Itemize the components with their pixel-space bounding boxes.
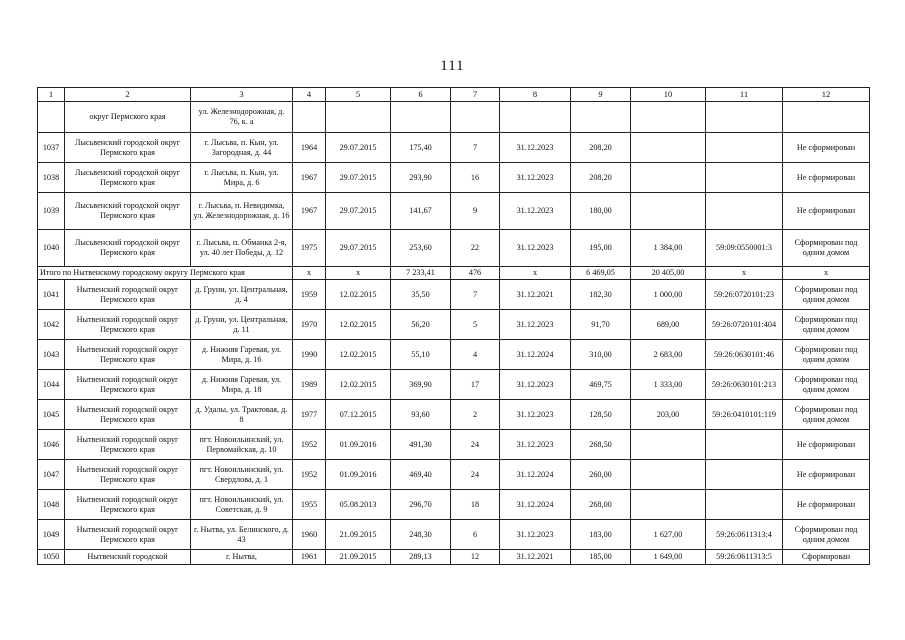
page-number: 111 bbox=[440, 58, 465, 74]
year-cell: 1967 bbox=[293, 163, 326, 193]
status-cell: Не сформирован bbox=[783, 460, 870, 490]
row-number-cell: 1038 bbox=[38, 163, 65, 193]
land-area-cell: 185,00 bbox=[571, 550, 631, 565]
deadline-cell: 31.12.2024 bbox=[500, 490, 571, 520]
area-cell: 469,40 bbox=[391, 460, 451, 490]
column-number: 5 bbox=[326, 88, 391, 102]
cadastral-number-cell: 59:26:0410101:119 bbox=[706, 400, 783, 430]
year-cell: 1964 bbox=[293, 133, 326, 163]
row-number-cell: 1044 bbox=[38, 370, 65, 400]
total-deadline-cell: x bbox=[500, 267, 571, 280]
area-cell: 55,10 bbox=[391, 340, 451, 370]
residents-cell: 24 bbox=[451, 430, 500, 460]
cadastral-number-cell bbox=[706, 430, 783, 460]
status-cell: Сформирован под одним домом bbox=[783, 370, 870, 400]
municipality-cell: Нытвенский городской округ Пермского края bbox=[65, 400, 191, 430]
residents-cell: 12 bbox=[451, 550, 500, 565]
status-cell: Сформирован под одним домом bbox=[783, 400, 870, 430]
residents-cell: 17 bbox=[451, 370, 500, 400]
year-cell: 1960 bbox=[293, 520, 326, 550]
total-cadastral-area-cell: 20 405,00 bbox=[631, 267, 706, 280]
land-area-cell: 268,50 bbox=[571, 430, 631, 460]
year-cell: 1990 bbox=[293, 340, 326, 370]
land-area-cell: 91,70 bbox=[571, 310, 631, 340]
deadline-cell: 31.12.2023 bbox=[500, 430, 571, 460]
cadastral-area-cell: 1 333,00 bbox=[631, 370, 706, 400]
cadastral-number-cell bbox=[706, 193, 783, 230]
cadastral-number-cell: 59:26:0630101:213 bbox=[706, 370, 783, 400]
deadline-cell: 31.12.2023 bbox=[500, 193, 571, 230]
land-area-cell: 183,00 bbox=[571, 520, 631, 550]
total-row bbox=[38, 267, 870, 280]
status-cell: Не сформирован bbox=[783, 490, 870, 520]
status-cell: Сформирован под одним домом bbox=[783, 280, 870, 310]
deadline-cell: 31.12.2023 bbox=[500, 370, 571, 400]
status-cell: Сформирован под одним домом bbox=[783, 340, 870, 370]
land-area-cell: 469,75 bbox=[571, 370, 631, 400]
cadastral-number-cell bbox=[706, 490, 783, 520]
column-number: 6 bbox=[391, 88, 451, 102]
column-number: 1 bbox=[38, 88, 65, 102]
municipality-cell: Лысьвенский городской округ Пермского края bbox=[65, 133, 191, 163]
year-cell: 1952 bbox=[293, 460, 326, 490]
row-number-cell: 1043 bbox=[38, 340, 65, 370]
land-area-cell: 268,00 bbox=[571, 490, 631, 520]
date-cell: 29.07.2015 bbox=[326, 163, 391, 193]
row-number-cell: 1050 bbox=[38, 550, 65, 565]
column-number: 9 bbox=[571, 88, 631, 102]
row-number-cell: 1049 bbox=[38, 520, 65, 550]
column-number: 2 bbox=[65, 88, 191, 102]
cadastral-area-cell: 1 000,00 bbox=[631, 280, 706, 310]
area-cell: 296,70 bbox=[391, 490, 451, 520]
residents-cell: 6 bbox=[451, 520, 500, 550]
address-cell: пгт. Новоильинский, ул. Первомайская, д. 10 bbox=[191, 430, 293, 460]
residents-cell: 7 bbox=[451, 280, 500, 310]
table-row bbox=[38, 400, 870, 430]
cadastral-number-cell bbox=[706, 163, 783, 193]
status-cell: Не сформирован bbox=[783, 193, 870, 230]
table-row bbox=[38, 280, 870, 310]
year-cell: 1959 bbox=[293, 280, 326, 310]
area-cell: 93,60 bbox=[391, 400, 451, 430]
status-cell: Не сформирован bbox=[783, 430, 870, 460]
deadline-cell: 31.12.2023 bbox=[500, 230, 571, 267]
table-row bbox=[38, 163, 870, 193]
land-area-cell: 208,20 bbox=[571, 163, 631, 193]
cadastral-area-cell: 2 683,00 bbox=[631, 340, 706, 370]
registry-table bbox=[37, 87, 870, 565]
municipality-cell: Лысьвенский городской округ Пермского края bbox=[65, 163, 191, 193]
date-cell: 12.02.2015 bbox=[326, 370, 391, 400]
cadastral-area-cell: 689,00 bbox=[631, 310, 706, 340]
cadastral-area-cell bbox=[631, 430, 706, 460]
row-number-cell: 1037 bbox=[38, 133, 65, 163]
area-cell: 293,90 bbox=[391, 163, 451, 193]
residents-cell: 2 bbox=[451, 400, 500, 430]
row-number-cell: 1039 bbox=[38, 193, 65, 230]
column-number: 4 bbox=[293, 88, 326, 102]
residents-cell: 18 bbox=[451, 490, 500, 520]
area-cell: 175,40 bbox=[391, 133, 451, 163]
table-row bbox=[38, 520, 870, 550]
date-cell: 21.09.2015 bbox=[326, 520, 391, 550]
year-cell: 1975 bbox=[293, 230, 326, 267]
deadline-cell: 31.12.2023 bbox=[500, 133, 571, 163]
municipality-cell: Лысьвенский городской округ Пермского края bbox=[65, 193, 191, 230]
status-cell: Сформирован bbox=[783, 550, 870, 565]
municipality-cell: Лысьвенский городской округ Пермского края bbox=[65, 230, 191, 267]
table-row bbox=[38, 490, 870, 520]
total-col4-cell: x bbox=[293, 267, 326, 280]
date-cell: 29.07.2015 bbox=[326, 133, 391, 163]
municipality-cell: Нытвенский городской bbox=[65, 550, 191, 565]
municipality-cell: Нытвенский городской округ Пермского края bbox=[65, 520, 191, 550]
date-cell: 01.09.2016 bbox=[326, 430, 391, 460]
deadline-cell: 31.12.2021 bbox=[500, 280, 571, 310]
area-cell: 141,67 bbox=[391, 193, 451, 230]
cadastral-area-cell bbox=[631, 163, 706, 193]
address-cell: д. Груни, ул. Центральная, д. 11 bbox=[191, 310, 293, 340]
cadastral-number-cell bbox=[706, 133, 783, 163]
residents-cell: 5 bbox=[451, 310, 500, 340]
column-number: 7 bbox=[451, 88, 500, 102]
table-row bbox=[38, 430, 870, 460]
deadline-cell: 31.12.2023 bbox=[500, 400, 571, 430]
address-cell: г. Лысьва, п. Кын, ул. Мира, д. 6 bbox=[191, 163, 293, 193]
cadastral-area-cell bbox=[631, 193, 706, 230]
table-row bbox=[38, 133, 870, 163]
municipality-cell: Нытвенский городской округ Пермского края bbox=[65, 310, 191, 340]
cadastral-area-cell: 203,00 bbox=[631, 400, 706, 430]
column-number: 10 bbox=[631, 88, 706, 102]
status-cell: Не сформирован bbox=[783, 163, 870, 193]
cadastral-number-cell: 59:09:0550001:3 bbox=[706, 230, 783, 267]
cadastral-area-cell bbox=[631, 490, 706, 520]
municipality-cell: Нытвенский городской округ Пермского края bbox=[65, 490, 191, 520]
page-bottom-margin bbox=[0, 583, 905, 640]
row-number-cell: 1045 bbox=[38, 400, 65, 430]
residents-cell: 7 bbox=[451, 133, 500, 163]
status-cell: Не сформирован bbox=[783, 133, 870, 163]
address-cell: ул. Железнодорожная, д. 76, к. а bbox=[191, 102, 293, 133]
total-col5-cell: x bbox=[326, 267, 391, 280]
municipality-cell: Нытвенский городской округ Пермского края bbox=[65, 340, 191, 370]
land-area-cell: 208,20 bbox=[571, 133, 631, 163]
total-status-cell: x bbox=[783, 267, 870, 280]
residents-cell: 9 bbox=[451, 193, 500, 230]
address-cell: пгт. Новоильинский, ул. Свердлова, д. 1 bbox=[191, 460, 293, 490]
cadastral-number-cell: 59:26:0611313:5 bbox=[706, 550, 783, 565]
address-cell: д. Удалы, ул. Трактовая, д. 8 bbox=[191, 400, 293, 430]
table-row bbox=[38, 230, 870, 267]
municipality-cell: Нытвенский городской округ Пермского края bbox=[65, 430, 191, 460]
deadline-cell: 31.12.2023 bbox=[500, 520, 571, 550]
deadline-cell: 31.12.2023 bbox=[500, 163, 571, 193]
deadline-cell: 31.12.2021 bbox=[500, 550, 571, 565]
column-number-header-row bbox=[38, 88, 870, 102]
area-cell: 369,90 bbox=[391, 370, 451, 400]
total-area-cell: 7 233,41 bbox=[391, 267, 451, 280]
cadastral-number-cell: 59:26:0611313:4 bbox=[706, 520, 783, 550]
residents-cell: 16 bbox=[451, 163, 500, 193]
area-cell: 491,30 bbox=[391, 430, 451, 460]
date-cell: 07.12.2015 bbox=[326, 400, 391, 430]
municipality-cell: Нытвенский городской округ Пермского края bbox=[65, 370, 191, 400]
column-number: 11 bbox=[706, 88, 783, 102]
area-cell: 56,20 bbox=[391, 310, 451, 340]
area-cell: 289,13 bbox=[391, 550, 451, 565]
area-cell: 35,50 bbox=[391, 280, 451, 310]
total-cadastral-no-cell: x bbox=[706, 267, 783, 280]
row-number-cell: 1041 bbox=[38, 280, 65, 310]
area-cell: 253,60 bbox=[391, 230, 451, 267]
table-row bbox=[38, 310, 870, 340]
table-row bbox=[38, 550, 870, 565]
cadastral-number-cell bbox=[706, 460, 783, 490]
date-cell: 12.02.2015 bbox=[326, 340, 391, 370]
land-area-cell: 260,00 bbox=[571, 460, 631, 490]
residents-cell: 24 bbox=[451, 460, 500, 490]
year-cell: 1977 bbox=[293, 400, 326, 430]
year-cell: 1961 bbox=[293, 550, 326, 565]
land-area-cell: 182,30 bbox=[571, 280, 631, 310]
land-area-cell: 195,00 bbox=[571, 230, 631, 267]
cadastral-number-cell: 59:26:0630101:46 bbox=[706, 340, 783, 370]
address-cell: д. Нижняя Гаревая, ул. Мира, д. 16 bbox=[191, 340, 293, 370]
date-cell: 21.09.2015 bbox=[326, 550, 391, 565]
address-cell: пгт. Новоильинский, ул. Советская, д. 9 bbox=[191, 490, 293, 520]
residents-cell: 4 bbox=[451, 340, 500, 370]
area-cell: 248,30 bbox=[391, 520, 451, 550]
table-row bbox=[38, 460, 870, 490]
address-cell: г. Лысьва, п. Кын, ул. Загородная, д. 44 bbox=[191, 133, 293, 163]
year-cell: 1955 bbox=[293, 490, 326, 520]
row-number-cell: 1048 bbox=[38, 490, 65, 520]
row-number-cell: 1040 bbox=[38, 230, 65, 267]
address-cell: д. Нижняя Гаревая, ул. Мира, д. 18 bbox=[191, 370, 293, 400]
municipality-cell: Нытвенский городской округ Пермского края bbox=[65, 280, 191, 310]
column-number: 8 bbox=[500, 88, 571, 102]
cadastral-area-cell: 1 627,00 bbox=[631, 520, 706, 550]
municipality-cell: округ Пермского края bbox=[65, 102, 191, 133]
address-cell: г. Лысьва, п. Обманка 2-я, ул. 40 лет Победы, д. 12 bbox=[191, 230, 293, 267]
deadline-cell: 31.12.2024 bbox=[500, 340, 571, 370]
land-area-cell: 128,50 bbox=[571, 400, 631, 430]
address-cell: г. Нытва, bbox=[191, 550, 293, 565]
cadastral-area-cell bbox=[631, 133, 706, 163]
cadastral-area-cell: 1 384,00 bbox=[631, 230, 706, 267]
address-cell: д. Груни, ул. Центральная, д. 4 bbox=[191, 280, 293, 310]
residents-cell: 22 bbox=[451, 230, 500, 267]
land-area-cell: 310,00 bbox=[571, 340, 631, 370]
table-row bbox=[38, 370, 870, 400]
date-cell: 05.08.2013 bbox=[326, 490, 391, 520]
date-cell: 29.07.2015 bbox=[326, 193, 391, 230]
row-number-cell: 1042 bbox=[38, 310, 65, 340]
cadastral-area-cell: 1 649,00 bbox=[631, 550, 706, 565]
total-residents-cell: 476 bbox=[451, 267, 500, 280]
date-cell: 12.02.2015 bbox=[326, 310, 391, 340]
status-cell: Сформирован под одним домом bbox=[783, 230, 870, 267]
column-number: 3 bbox=[191, 88, 293, 102]
table-row bbox=[38, 340, 870, 370]
status-cell: Сформирован под одним домом bbox=[783, 520, 870, 550]
total-land-area-cell: 6 469,05 bbox=[571, 267, 631, 280]
deadline-cell: 31.12.2023 bbox=[500, 310, 571, 340]
address-cell: г. Лысьва, п. Невидимка, ул. Железнодорожная, д. 16 bbox=[191, 193, 293, 230]
cadastral-area-cell bbox=[631, 460, 706, 490]
municipality-cell: Нытвенский городской округ Пермского края bbox=[65, 460, 191, 490]
date-cell: 29.07.2015 bbox=[326, 230, 391, 267]
land-area-cell: 180,00 bbox=[571, 193, 631, 230]
cadastral-number-cell: 59:26:0720101:404 bbox=[706, 310, 783, 340]
year-cell: 1967 bbox=[293, 193, 326, 230]
row-number-cell: 1046 bbox=[38, 430, 65, 460]
date-cell: 12.02.2015 bbox=[326, 280, 391, 310]
row-number-cell: 1047 bbox=[38, 460, 65, 490]
table-row bbox=[38, 193, 870, 230]
date-cell: 01.09.2016 bbox=[326, 460, 391, 490]
year-cell: 1970 bbox=[293, 310, 326, 340]
year-cell: 1952 bbox=[293, 430, 326, 460]
continuation-row bbox=[38, 102, 870, 133]
address-cell: г. Нытва, ул. Белинского, д. 43 bbox=[191, 520, 293, 550]
column-number: 12 bbox=[783, 88, 870, 102]
cadastral-number-cell: 59:26:0720101:23 bbox=[706, 280, 783, 310]
status-cell: Сформирован под одним домом bbox=[783, 310, 870, 340]
total-label: Итого по Нытвенскому городскому округу Пермского края bbox=[38, 267, 293, 280]
year-cell: 1989 bbox=[293, 370, 326, 400]
deadline-cell: 31.12.2024 bbox=[500, 460, 571, 490]
